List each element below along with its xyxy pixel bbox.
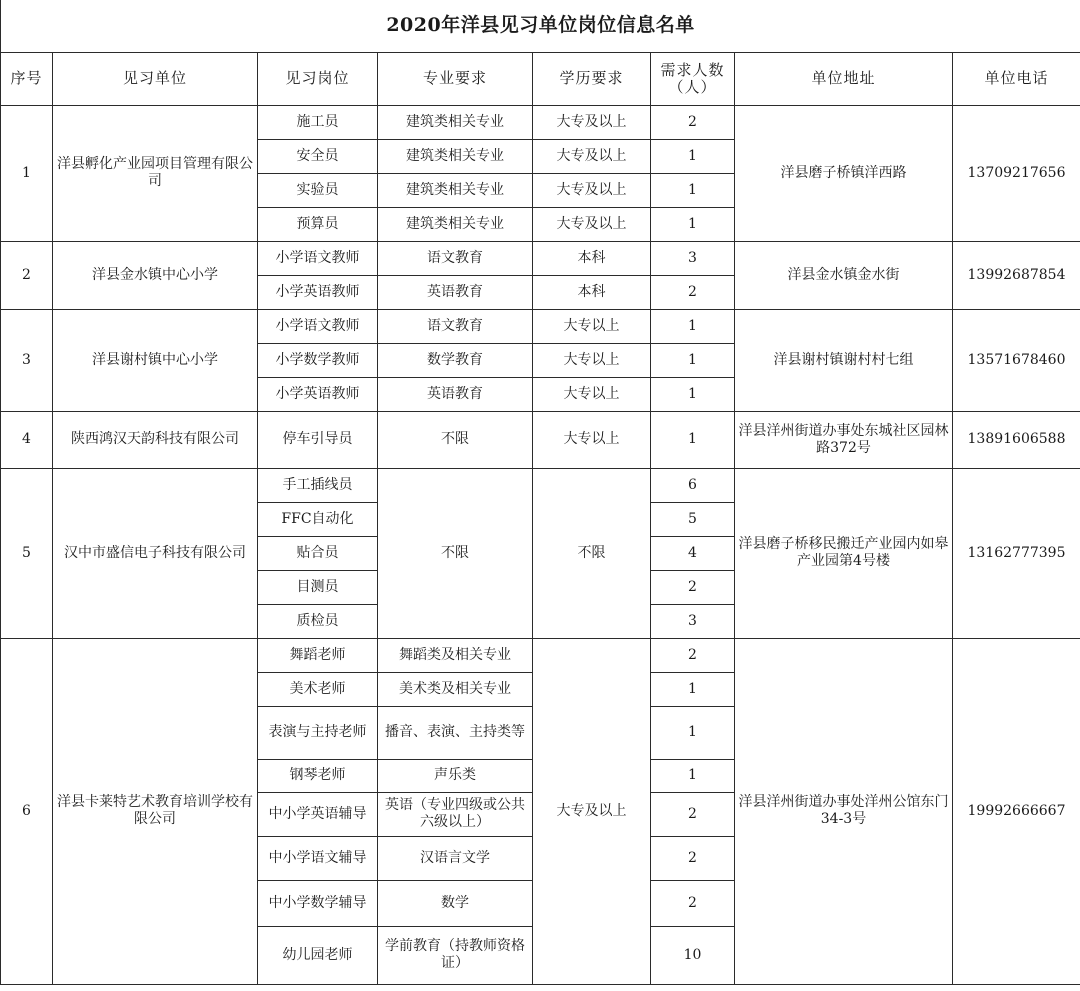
row-position: 目测员 — [258, 570, 378, 604]
row-count: 2 — [651, 880, 735, 926]
page-title: 2020年洋县见习单位岗位信息名单 — [1, 0, 1080, 52]
row-address: 洋县磨子桥移民搬迁产业园内如皋产业园第4号楼 — [735, 468, 953, 638]
row-position: 质检员 — [258, 604, 378, 638]
row-major: 汉语言文学 — [378, 836, 533, 880]
table-row — [1, 105, 1080, 139]
row-education: 大专及以上 — [533, 173, 651, 207]
row-count: 1 — [651, 377, 735, 411]
row-major: 声乐类 — [378, 759, 533, 792]
row-count: 1 — [651, 139, 735, 173]
table-row — [1, 468, 1080, 502]
row-education: 大专以上 — [533, 343, 651, 377]
row-position: 中小学语文辅导 — [258, 836, 378, 880]
row-position: 小学语文教师 — [258, 241, 378, 275]
row-position: FFC自动化 — [258, 502, 378, 536]
row-unit: 洋县谢村镇中心小学 — [53, 309, 258, 411]
row-position: 钢琴老师 — [258, 759, 378, 792]
row-count: 3 — [651, 604, 735, 638]
row-position: 中小学数学辅导 — [258, 880, 378, 926]
row-education: 本科 — [533, 275, 651, 309]
row-address: 洋县洋州街道办事处洋州公馆东门34-3号 — [735, 638, 953, 984]
header-address: 单位地址 — [735, 52, 953, 105]
row-major: 语文教育 — [378, 309, 533, 343]
row-count: 2 — [651, 792, 735, 836]
row-major: 播音、表演、主持类等 — [378, 706, 533, 759]
row-position: 小学数学教师 — [258, 343, 378, 377]
row-address: 洋县磨子桥镇洋西路 — [735, 105, 953, 241]
row-position: 贴合员 — [258, 536, 378, 570]
header-education: 学历要求 — [533, 52, 651, 105]
row-count: 3 — [651, 241, 735, 275]
row-count: 2 — [651, 275, 735, 309]
row-count: 4 — [651, 536, 735, 570]
row-education: 大专以上 — [533, 309, 651, 343]
row-count: 2 — [651, 836, 735, 880]
row-phone: 13571678460 — [953, 309, 1080, 411]
row-major: 语文教育 — [378, 241, 533, 275]
row-unit: 洋县孵化产业园项目管理有限公司 — [53, 105, 258, 241]
header-count: 需求人数（人） — [651, 52, 735, 105]
row-major: 英语教育 — [378, 377, 533, 411]
header-row — [1, 52, 1080, 105]
row-no: 2 — [1, 241, 53, 309]
row-major: 建筑类相关专业 — [378, 139, 533, 173]
row-count: 1 — [651, 343, 735, 377]
row-position: 小学英语教师 — [258, 377, 378, 411]
row-phone: 13162777395 — [953, 468, 1080, 638]
row-education: 大专及以上 — [533, 139, 651, 173]
row-major: 英语（专业四级或公共六级以上） — [378, 792, 533, 836]
row-phone: 13992687854 — [953, 241, 1080, 309]
row-major: 建筑类相关专业 — [378, 173, 533, 207]
header-unit: 见习单位 — [53, 52, 258, 105]
table-row — [1, 309, 1080, 343]
row-education: 大专及以上 — [533, 638, 651, 984]
row-major: 数学教育 — [378, 343, 533, 377]
row-phone: 13709217656 — [953, 105, 1080, 241]
row-position: 安全员 — [258, 139, 378, 173]
row-major: 不限 — [378, 468, 533, 638]
row-education: 大专以上 — [533, 411, 651, 468]
row-major: 英语教育 — [378, 275, 533, 309]
row-position: 手工插线员 — [258, 468, 378, 502]
header-phone: 单位电话 — [953, 52, 1080, 105]
row-position: 小学语文教师 — [258, 309, 378, 343]
row-position: 舞蹈老师 — [258, 638, 378, 672]
row-address: 洋县洋州街道办事处东城社区园林路372号 — [735, 411, 953, 468]
row-position: 幼儿园老师 — [258, 926, 378, 984]
row-position: 表演与主持老师 — [258, 706, 378, 759]
row-count: 1 — [651, 207, 735, 241]
row-count: 1 — [651, 411, 735, 468]
row-no: 3 — [1, 309, 53, 411]
row-address: 洋县金水镇金水街 — [735, 241, 953, 309]
row-education: 不限 — [533, 468, 651, 638]
header-position: 见习岗位 — [258, 52, 378, 105]
table-row — [1, 638, 1080, 672]
row-no: 6 — [1, 638, 53, 984]
row-no: 4 — [1, 411, 53, 468]
row-count: 1 — [651, 672, 735, 706]
row-education: 大专以上 — [533, 377, 651, 411]
row-unit: 汉中市盛信电子科技有限公司 — [53, 468, 258, 638]
row-major: 数学 — [378, 880, 533, 926]
row-major: 学前教育（持教师资格证） — [378, 926, 533, 984]
row-position: 中小学英语辅导 — [258, 792, 378, 836]
row-count: 1 — [651, 173, 735, 207]
row-major: 舞蹈类及相关专业 — [378, 638, 533, 672]
row-count: 1 — [651, 309, 735, 343]
row-education: 大专及以上 — [533, 207, 651, 241]
row-count: 1 — [651, 759, 735, 792]
row-position: 施工员 — [258, 105, 378, 139]
row-count: 2 — [651, 570, 735, 604]
row-count: 2 — [651, 105, 735, 139]
row-major: 不限 — [378, 411, 533, 468]
header-no: 序号 — [1, 52, 53, 105]
row-major: 美术类及相关专业 — [378, 672, 533, 706]
row-count: 6 — [651, 468, 735, 502]
table-row — [1, 241, 1080, 275]
row-phone: 13891606588 — [953, 411, 1080, 468]
row-phone: 19992666667 — [953, 638, 1080, 984]
row-position: 实验员 — [258, 173, 378, 207]
row-count: 10 — [651, 926, 735, 984]
row-count: 1 — [651, 706, 735, 759]
row-unit: 洋县卡莱特艺术教育培训学校有限公司 — [53, 638, 258, 984]
row-education: 大专及以上 — [533, 105, 651, 139]
row-unit: 洋县金水镇中心小学 — [53, 241, 258, 309]
row-address: 洋县谢村镇谢村村七组 — [735, 309, 953, 411]
row-position: 停车引导员 — [258, 411, 378, 468]
header-major: 专业要求 — [378, 52, 533, 105]
row-position: 小学英语教师 — [258, 275, 378, 309]
row-no: 1 — [1, 105, 53, 241]
row-major: 建筑类相关专业 — [378, 207, 533, 241]
row-major: 建筑类相关专业 — [378, 105, 533, 139]
row-education: 本科 — [533, 241, 651, 275]
table-row — [1, 411, 1080, 468]
row-count: 5 — [651, 502, 735, 536]
row-position: 美术老师 — [258, 672, 378, 706]
row-count: 2 — [651, 638, 735, 672]
row-position: 预算员 — [258, 207, 378, 241]
row-unit: 陕西鸿汉天韵科技有限公司 — [53, 411, 258, 468]
row-no: 5 — [1, 468, 53, 638]
